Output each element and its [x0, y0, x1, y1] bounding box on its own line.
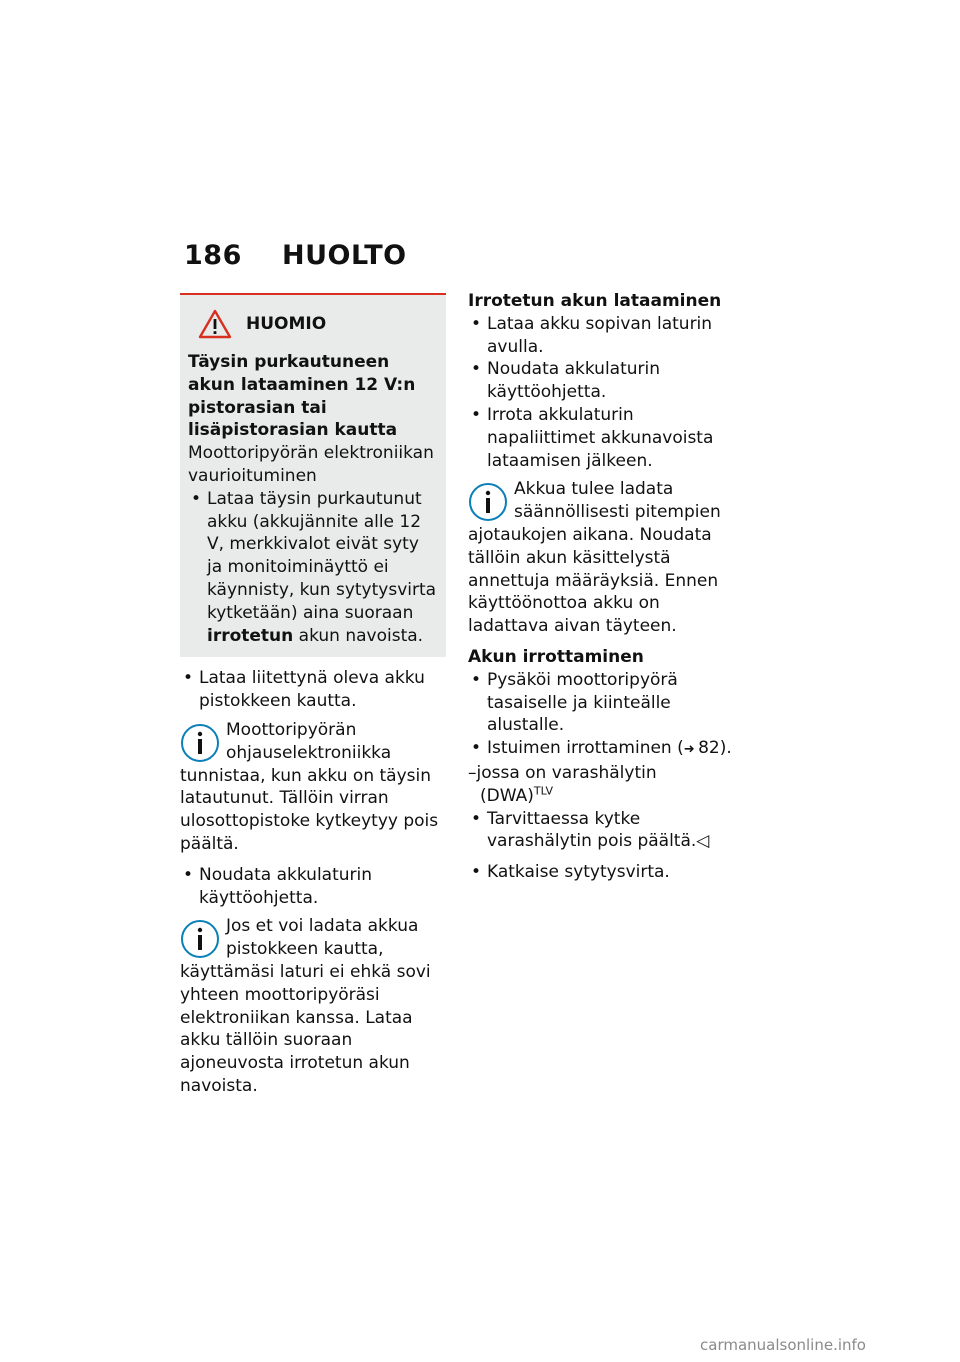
- section-title: HUOLTO: [282, 240, 407, 271]
- list-item-text: Istuimen irrottaminen (: [487, 738, 684, 759]
- warning-bullet-bold: irrotetun: [207, 625, 294, 646]
- list-item: • Noudata akkulaturin käyttöohjetta.: [180, 864, 446, 910]
- info-note: [180, 915, 446, 1097]
- info-note-text: Moottoripyörän ohjauselektroniikka tunnistaa, kun akku on täysin latautunut. Tällöin virran ulosottopistoke kytkeytyy pois päältä.: [180, 719, 439, 854]
- warning-bullet: [188, 488, 438, 648]
- info-note-text: Jos et voi ladata akkua pistokkeen kautta, käyttämäsi laturi ei ehkä sovi yhteen moottoripyöräsi elektroniikan kanssa. Lataa akku tällöin suoraan ajoneuvosta irrotetun akun navoista.: [180, 916, 431, 1096]
- list-item: [468, 737, 734, 762]
- warning-label: HUOMIO: [246, 313, 327, 334]
- section-heading: Irrotetun akun lataaminen: [468, 291, 722, 311]
- end-mark-icon: ◁: [696, 831, 710, 852]
- list-item: • Katkaise sytytysvirta.: [468, 861, 734, 884]
- info-note: [180, 719, 446, 856]
- list-item: • Noudata akkulaturin käyttöohjetta.: [468, 358, 734, 404]
- page-reference[interactable]: 82).: [698, 738, 732, 759]
- list-item: • Lataa akku sopivan laturin avulla.: [468, 313, 734, 359]
- info-note-text: Akkua tulee ladata säännöllisesti pitempien ajotaukojen aikana. Noudata tällöin akun käsittelystä annettuja määräyksiä. Ennen käyttöönottoa akku on ladattava aivan täyteen.: [468, 479, 721, 637]
- warning-bullet-text: Lataa täysin purkautunut akku (akkujännite alle 12 V, merkkivalot eivät syty ja monitoiminäyttö ei käynnisty, kun sytytysvirta kytketään) aina suoraan: [207, 488, 437, 623]
- watermark: carmanualsonline.info: [700, 1336, 866, 1354]
- list-item: • Pysäköi moottoripyörä tasaiselle ja kiinteälle alustalle.: [468, 669, 734, 737]
- warning-header: [198, 309, 438, 339]
- conditional-item: [468, 762, 734, 808]
- info-note: [468, 478, 734, 638]
- left-column: [180, 293, 446, 1106]
- conditional-text: –jossa on varashälytin (DWA): [468, 762, 657, 806]
- warning-triangle-icon: [198, 309, 232, 339]
- page-number: 186: [184, 240, 242, 271]
- section-heading: Akun irrottaminen: [468, 646, 644, 667]
- option-marker: TLV: [533, 784, 554, 798]
- page-reference-arrow-icon: ➜: [683, 742, 695, 758]
- info-icon: [180, 723, 220, 763]
- spacer: [468, 853, 734, 861]
- warning-subtitle: Moottoripyörän elektroniikan vaurioituminen: [188, 443, 434, 486]
- warning-box: [180, 293, 446, 657]
- page-header: [184, 240, 407, 271]
- right-column: [468, 290, 734, 884]
- warning-bullet-text-end: akun navoista.: [298, 625, 424, 646]
- list-item: [468, 808, 734, 854]
- warning-title: Täysin purkautuneen akun lataaminen 12 V:n pistorasian tai lisäpistorasian kautta: [188, 352, 416, 441]
- list-item-text: Tarvittaessa kytke varashälytin pois päältä.: [487, 808, 697, 852]
- info-icon: [468, 482, 508, 522]
- info-icon: [180, 919, 220, 959]
- list-item: • Lataa liitettynä oleva akku pistokkeen kautta.: [180, 667, 446, 713]
- list-item: • Irrota akkulaturin napaliittimet akkunavoista lataamisen jälkeen.: [468, 404, 734, 472]
